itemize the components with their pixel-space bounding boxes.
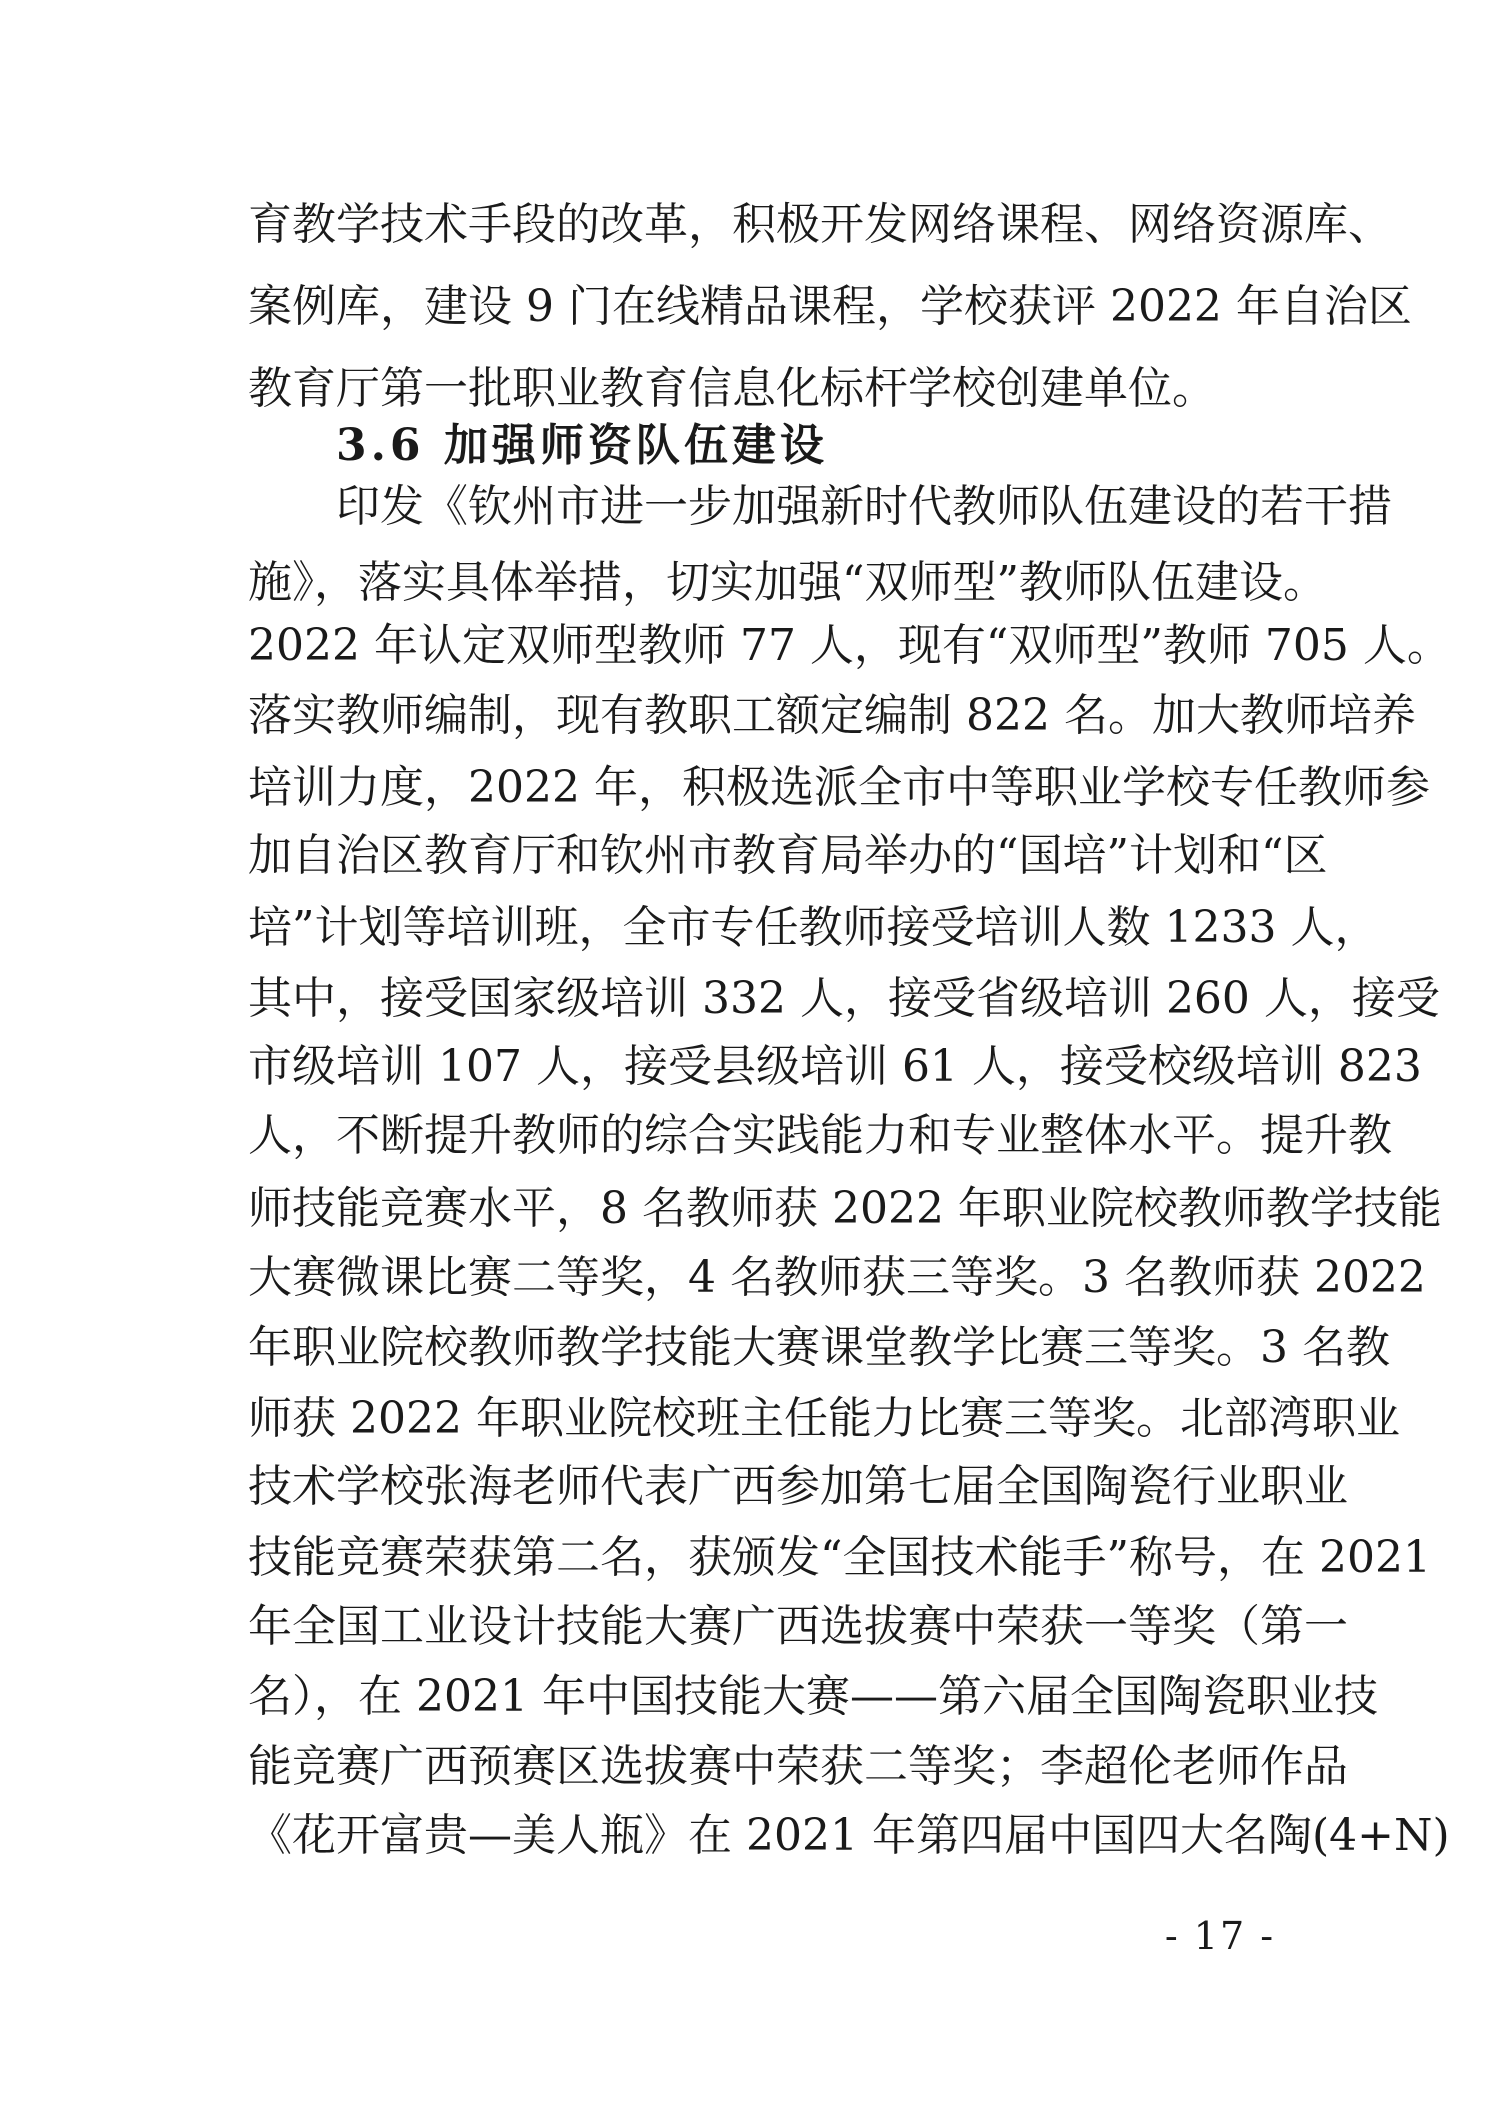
paragraph-line: 施》，落实具体举措，切实加强“双师型”教师队伍建设。 xyxy=(248,557,1327,608)
paragraph-line: 技能竞赛荣获第二名，获颁发“全国技术能手”称号，在 2021 xyxy=(248,1532,1431,1583)
paragraph-line: 2022 年认定双师型教师 77 人，现有“双师型”教师 705 人。 xyxy=(248,620,1451,671)
paragraph-line: 印发《钦州市进一步加强新时代教师队伍建设的若干措 xyxy=(336,481,1392,532)
paragraph-line: 技术学校张海老师代表广西参加第七届全国陶瓷行业职业 xyxy=(248,1461,1348,1512)
paragraph-line: 能竞赛广西预赛区选拔赛中荣获二等奖；李超伦老师作品 xyxy=(248,1741,1348,1792)
paragraph-line: 师获 2022 年职业院校班主任能力比赛三等奖。北部湾职业 xyxy=(248,1393,1400,1444)
paragraph-line: 名），在 2021 年中国技能大赛——第六届全国陶瓷职业技 xyxy=(248,1671,1378,1722)
page-number: - 17 - xyxy=(1164,1914,1276,1958)
paragraph-line: 培”计划等培训班，全市专任教师接受培训人数 1233 人， xyxy=(248,902,1379,953)
paragraph-line: 其中，接受国家级培训 332 人，接受省级培训 260 人，接受 xyxy=(248,973,1440,1024)
paragraph-line: 年全国工业设计技能大赛广西选拔赛中荣获一等奖（第一 xyxy=(248,1601,1348,1652)
paragraph-line: 大赛微课比赛二等奖，4 名教师获三等奖。3 名教师获 2022 xyxy=(248,1252,1426,1303)
section-heading: 3.6 加强师资队伍建设 xyxy=(336,420,828,471)
paragraph-line: 培训力度，2022 年，积极选派全市中等职业学校专任教师参 xyxy=(248,762,1430,813)
paragraph-line: 市级培训 107 人，接受县级培训 61 人，接受校级培训 823 xyxy=(248,1041,1422,1092)
paragraph-line: 落实教师编制，现有教职工额定编制 822 名。加大教师培养 xyxy=(248,690,1416,741)
paragraph-line: 师技能竞赛水平，8 名教师获 2022 年职业院校教师教学技能 xyxy=(248,1183,1442,1234)
paragraph-line: 人，不断提升教师的综合实践能力和专业整体水平。提升教 xyxy=(248,1110,1392,1161)
paragraph-line: 教育厅第一批职业教育信息化标杆学校创建单位。 xyxy=(248,363,1216,414)
paragraph-line: 案例库，建设 9 门在线精品课程，学校获评 2022 年自治区 xyxy=(248,281,1412,332)
paragraph-line: 年职业院校教师教学技能大赛课堂教学比赛三等奖。3 名教 xyxy=(248,1322,1390,1373)
paragraph-line: 育教学技术手段的改革，积极开发网络课程、网络资源库、 xyxy=(248,199,1392,250)
paragraph-line: 加自治区教育厅和钦州市教育局举办的“国培”计划和“区 xyxy=(248,830,1328,881)
paragraph-line: 《花开富贵—美人瓶》在 2021 年第四届中国四大名陶(4+N) xyxy=(248,1810,1450,1861)
